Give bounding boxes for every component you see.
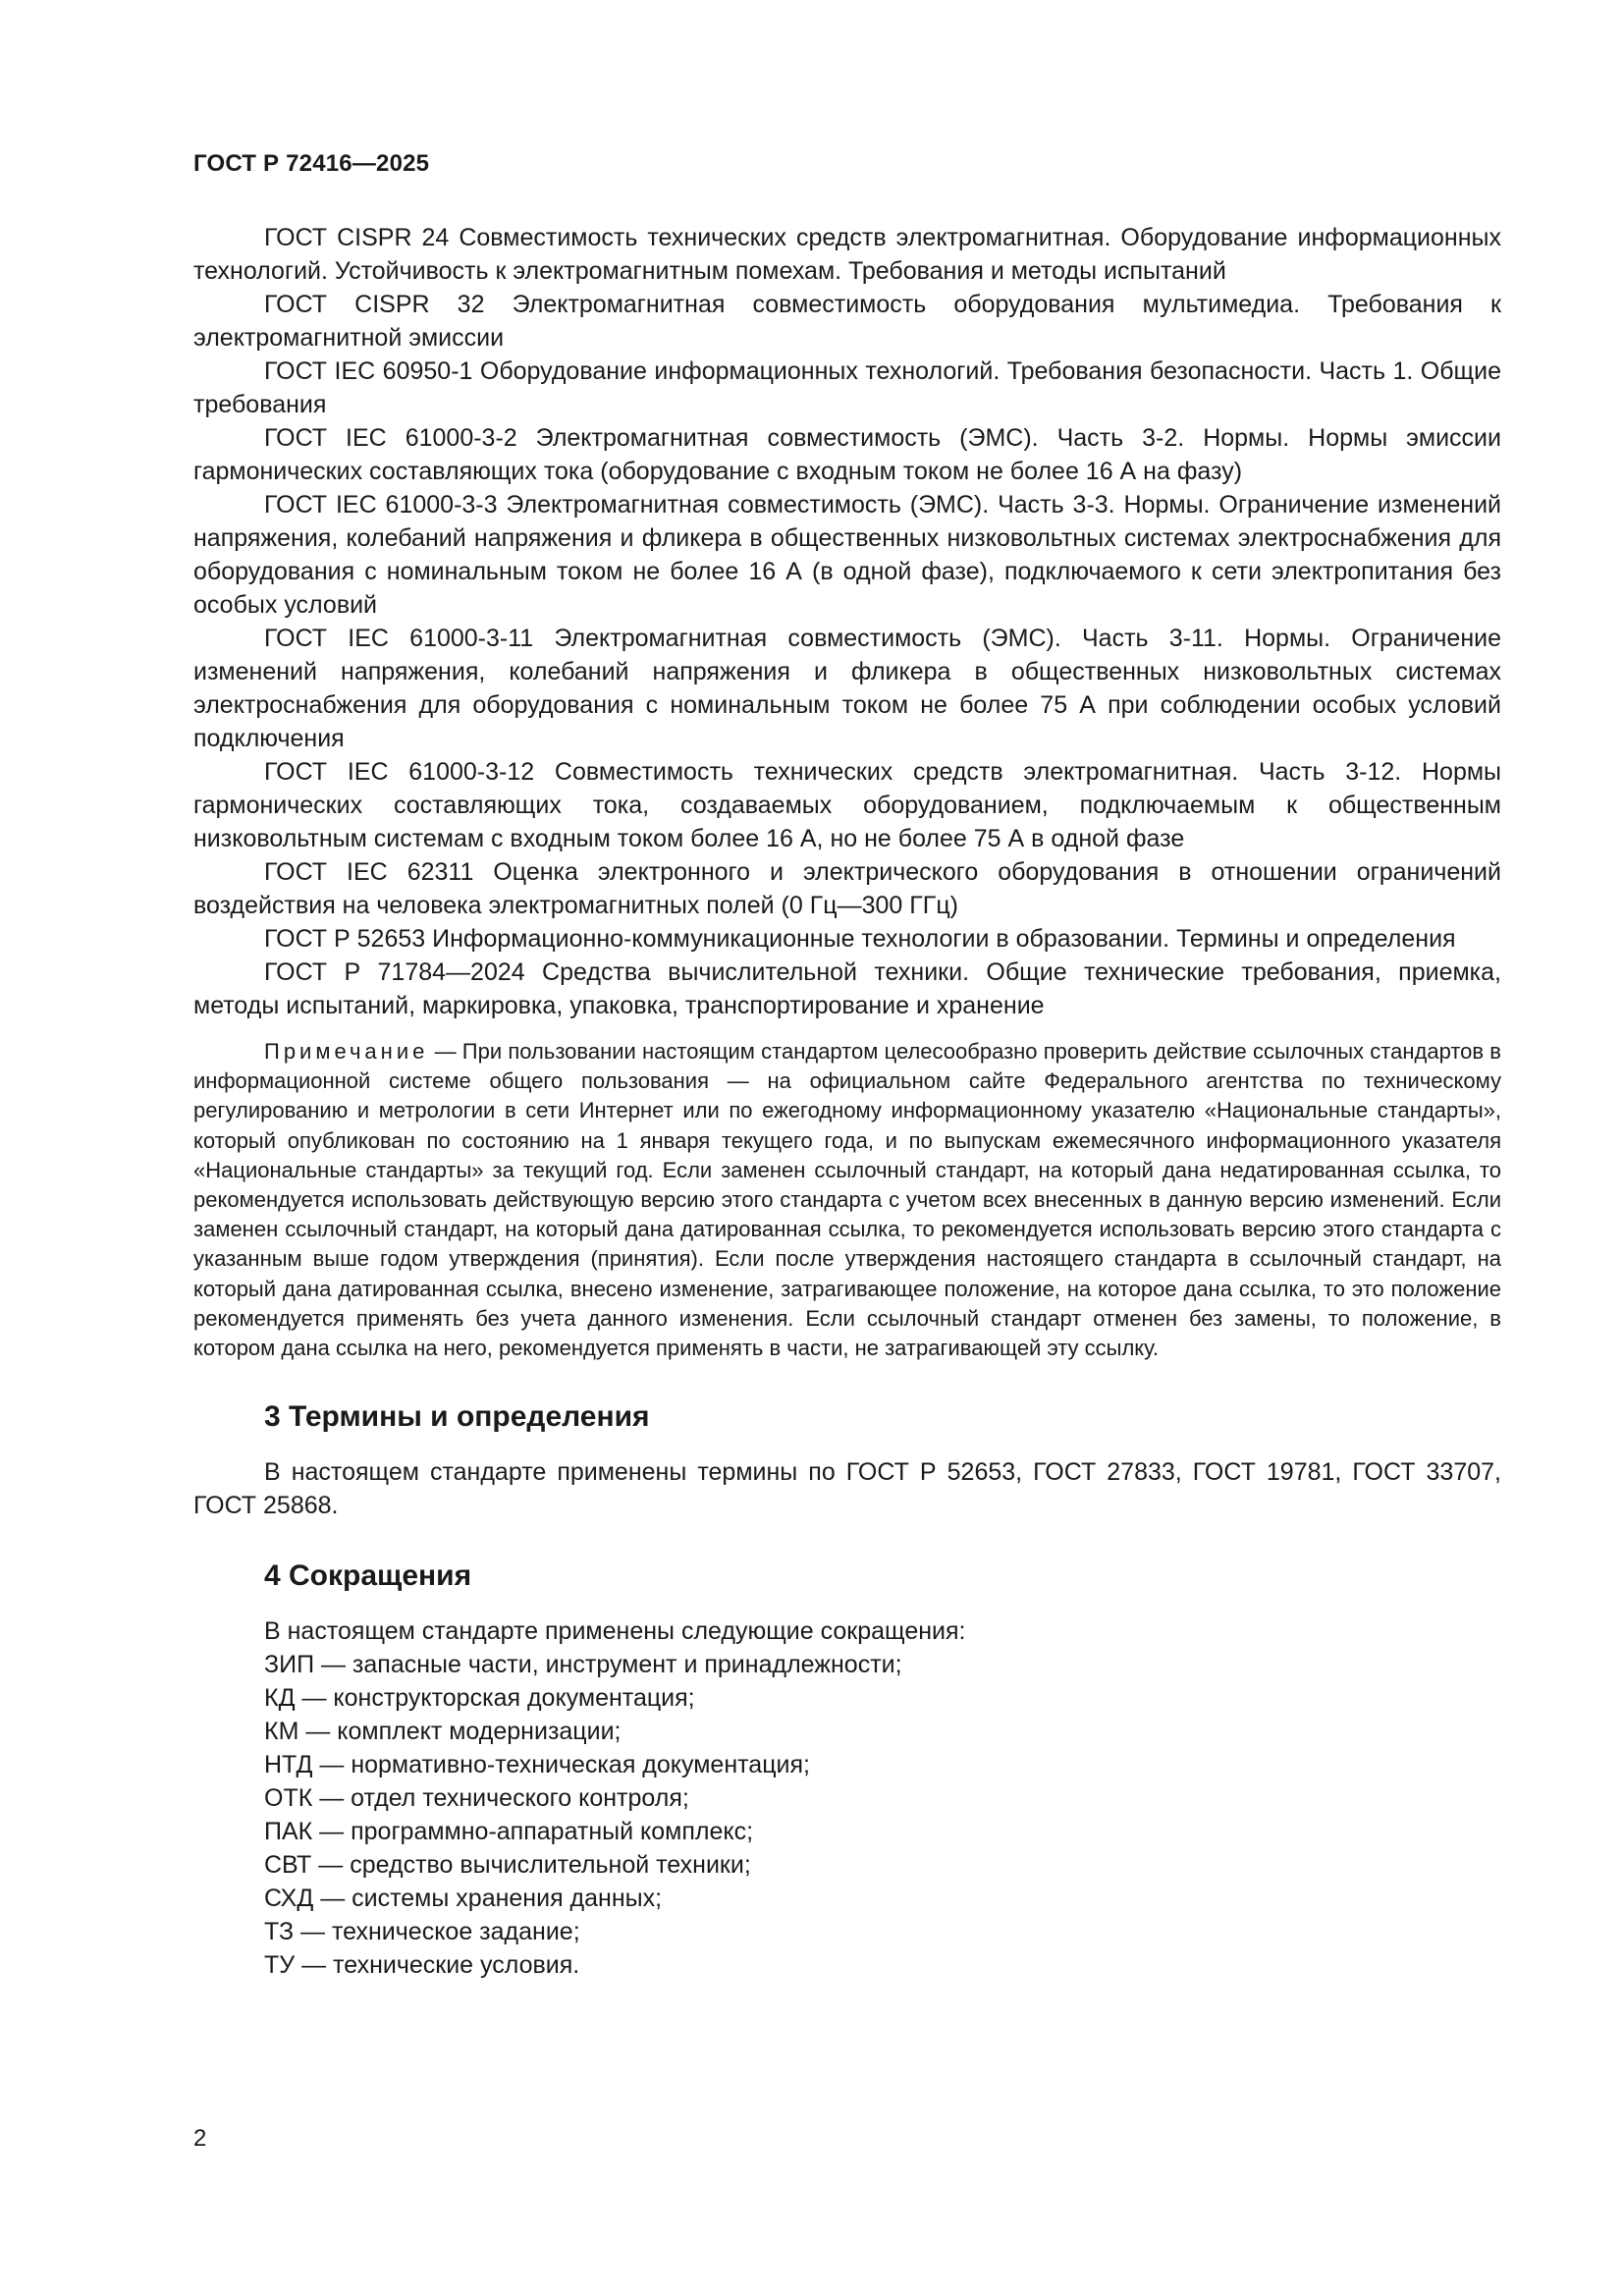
abbreviation-item: ЗИП — запасные части, инструмент и принадлежности; (264, 1651, 902, 1679)
reference-entry: ГОСТ Р 52653 Информационно-коммуникационные технологии в образовании. Термины и определения (264, 925, 1456, 953)
abbreviation-list (193, 1614, 1501, 1982)
abbreviation-item: ОТК — отдел технического контроля; (264, 1784, 689, 1813)
page-number: 2 (193, 2125, 207, 2152)
abbreviation-item: КМ — комплект модернизации; (264, 1718, 622, 1746)
document-body (193, 221, 1501, 1982)
abbreviation-item: КД — конструкторская документация; (264, 1684, 695, 1713)
reference-entry: ГОСТ IEC 62311 Оценка электронного и электрического оборудования в отношении ограничений воздействия на человека электромагнитных полей (0 Гц—300 ГГц) (193, 858, 1501, 919)
section-3-text: В настоящем стандарте применены термины по ГОСТ Р 52653, ГОСТ 27833, ГОСТ 19781, ГОСТ 33707, ГОСТ 25868. (193, 1458, 1501, 1520)
reference-entry: ГОСТ IEC 61000-3-2 Электромагнитная совместимость (ЭМС). Часть 3-2. Нормы. Нормы эмиссии гармонических составляющих тока (оборудование с входным током не более 16 А на фазу) (193, 424, 1501, 485)
reference-entry: ГОСТ Р 71784—2024 Средства вычислительной техники. Общие технические требования, приемка, методы испытаний, маркировка, упаковка, транспортирование и хранение (193, 958, 1501, 1019)
reference-entry: ГОСТ CISPR 24 Совместимость технических средств электромагнитная. Оборудование информационных технологий. Устойчивость к электромагнитным помехам. Требования и методы испытаний (193, 224, 1501, 285)
abbreviation-item: ПАК — программно-аппаратный комплекс; (264, 1818, 754, 1846)
abbreviation-intro: В настоящем стандарте применены следующие сокращения: (264, 1617, 966, 1646)
reference-entry: ГОСТ IEC 60950-1 Оборудование информационных технологий. Требования безопасности. Часть 1. Общие требования (193, 357, 1501, 418)
abbreviation-item: СХД — системы хранения данных; (264, 1885, 663, 1913)
section-3-title: 3 Термины и определения (264, 1400, 650, 1434)
reference-entry: ГОСТ IEC 61000-3-11 Электромагнитная совместимость (ЭМС). Часть 3-11. Нормы. Ограничение изменений напряжения, колебаний напряжения и фликера в общественных низковольтных системах электроснабжения для оборудования с номинальным током не более 75 А при соблюдении особых условий подключения (193, 625, 1501, 752)
abbreviation-item: ТУ — технические условия. (264, 1951, 580, 1980)
note-text: — При пользовании настоящим стандартом целесообразно проверить действие ссылочных стандартов в информационной системе общего пользования — на официальном сайте Федерального агентства по техническому регулированию и метрологии в сети Интернет или по ежегодному информационному указателю «Национальные стандарты», который опубликован по состоянию на 1 января текущего года, и по выпускам ежемесячного информационного указателя «Национальные стандарты» за текущий год. Если заменен ссылочный стандарт, на который дана недатированная ссылка, то рекомендуется использовать действующую версию этого стандарта с учетом всех внесенных в данную версию изменений. Если заменен ссылочный стандарт, на который дана датированная ссылка, то рекомендуется использовать версию этого стандарта с указанным выше годом утверждения (принятия). Если после утверждения настоящего стандарта в ссылочный стандарт, на который дана датированная ссылка, внесено изменение, затрагивающее положение, на которое дана ссылка, то это положение рекомендуется применять без учета данного изменения. Если ссылочный стандарт отменен без замены, то положение, в котором дана ссылка на него, рекомендуется применять в части, не затрагивающей эту ссылку. (193, 1039, 1501, 1361)
abbreviation-item: СВТ — средство вычислительной техники; (264, 1851, 751, 1880)
document-id-header: ГОСТ Р 72416—2025 (193, 150, 430, 177)
reference-entry: ГОСТ IEC 61000-3-12 Совместимость технических средств электромагнитная. Часть 3-12. Нормы гармонических составляющих тока, создаваемых оборудованием, подключаемым к общественным низковольтным системам с входным током более 16 А, но не более 75 А в одной фазе (193, 758, 1501, 852)
reference-entry: ГОСТ IEC 61000-3-3 Электромагнитная совместимость (ЭМС). Часть 3-3. Нормы. Ограничение изменений напряжения, колебаний напряжения и фликера в общественных низковольтных системах электроснабжения для оборудования с номинальным током не более 16 А (в одной фазе), подключаемого к сети электропитания без особых условий (193, 491, 1501, 619)
reference-note (193, 1037, 1501, 1363)
abbreviation-item: ТЗ — техническое задание; (264, 1918, 580, 1946)
section-4-title: 4 Сокращения (264, 1559, 472, 1593)
note-label: Примечание (264, 1039, 429, 1064)
reference-entry: ГОСТ CISPR 32 Электромагнитная совместимость оборудования мультимедиа. Требования к электромагнитной эмиссии (193, 291, 1501, 352)
abbreviation-item: НТД — нормативно-техническая документация; (264, 1751, 810, 1779)
